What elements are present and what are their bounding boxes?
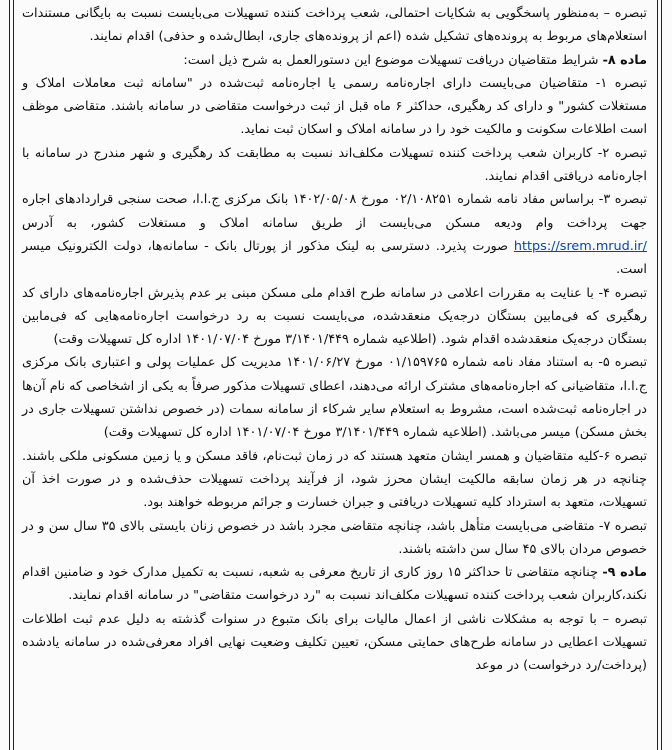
note-3 xyxy=(22,188,647,281)
article-number: ماده ۹- xyxy=(602,565,647,581)
note-2 xyxy=(22,142,647,189)
note-tax xyxy=(22,608,647,678)
note-1 xyxy=(22,72,647,142)
article-number: ماده ۸- xyxy=(602,52,647,68)
document-body xyxy=(22,2,647,678)
paragraph-archive-note xyxy=(22,2,647,49)
paragraph-text: تبصره ۲- کاربران شعب پرداخت کننده تسهیلات مکلف‌اند نسبت به مطابقت کد رهگیری و شهر مندرج در سامانه با اجاره‌نامه دریافتی اقدام نمایند. xyxy=(22,145,647,185)
note-5 xyxy=(22,351,647,444)
paragraph-text: تبصره ۵- به استناد مفاد نامه شماره ۰۱/۱۵۹۷۶۵ مورخ ۱۴۰۱/۰۶/۲۷ مدیریت کل عملیات پولی و اعتباری بانک مرکزی ج.ا.ا، متقاضیانی که اجاره‌نامه‌های مشترک ارائه می‌دهند، اعطای تسهیلات مذکور صرفاً به یکی از اشخاصی که نام آن‌ها در اجاره‌نامه ثبت‌شده است، مشروط به استعلام سایر شرکاء از سامانه سمات (در خصوص نداشتن تسهیلات جاری در بخش مسکن) میسر می‌باشد. (اطلاعیه شماره ۳/۱۴۰۱/۴۴۹ مورخ ۱۴۰۱/۰۷/۰۴ اداره کل تسهیلات وقت) xyxy=(22,355,647,441)
paragraph-text: تبصره – با توجه به مشکلات ناشی از اعمال مالیات برای بانک متبوع در سنوات گذشته به دلیل عدم ثبت اطلاعات تسهیلات اعطایی در سامانه طرح‌های حمایتی مسکن، تعیین تکلیف وضعیت نهایی افراد معرفی‌شده در سامانه یادشده (پرداخت/رد درخواست) در موعد xyxy=(22,611,647,674)
paragraph-text: تبصره – به‌منظور پاسخگویی به شکایات احتمالی، شعب پرداخت کننده تسهیلات می‌بایست نسبت به بایگانی مستندات استعلام‌های مربوط به پرونده‌های تشکیل شده (اعم از پرونده‌های جاری، ابطال‌شده و حذفی) اقدام نمایند. xyxy=(22,6,647,45)
paragraph-text: شرایط متقاضیان دریافت تسهیلات موضوع این دستورالعمل به شرح ذیل است: xyxy=(183,52,603,68)
paragraph-text: تبصره ۳- براساس مفاد نامه شماره ۰۲/۱۰۸۲۵۱ مورخ ۱۴۰۲/۰۵/۰۸ بانک مرکزی ج.ا.ا، صحت سنجی قراردادهای اجاره جهت پرداخت وام ودیعه مسکن می‌بایست از طریق سامانه املاک و مستغلات کشور، به آدرس xyxy=(22,192,648,231)
paragraph-text: تبصره ۱- متقاضیان می‌بایست دارای اجاره‌نامه رسمی یا اجاره‌نامه ثبت‌شده در "سامانه ثبت معاملات املاک و مستغلات کشور" و دارای کد رهگیری، حداکثر ۶ ماه قبل از ثبت درخواست متقاضی در سامانه باشند. متقاضی موظف است اطلاعات سکونت و مالکیت خود را در سامانه املاک و اسکان ثبت نماید. xyxy=(22,75,647,138)
paragraph-text: تبصره ۴- با عنایت به مقررات اعلامی در سامانه طرح اقدام ملی مسکن مبنی بر عدم پذیرش اجاره‌نامه‌های دارای کد رهگیری که فی‌مابین بستگان درجه‌یک منعقدشده، می‌بایست نسبت به رد درخواست اجاره‌نامه‌هایی که فی‌مابین بستگان درجه‌یک منعقدشده اقدام شود. (اطلاعیه شماره ۳/۱۴۰۱/۴۴۹ مورخ ۱۴۰۱/۰۷/۰۴ اداره کل تسهیلات وقت) xyxy=(22,285,648,348)
note-4 xyxy=(22,282,647,352)
paragraph-text: چنانچه متقاضی تا حداکثر ۱۵ روز کاری از تاریخ معرفی به شعبه، نسبت به تکمیل مدارک خود و ضامنین اقدام نکند،کاربران شعب پرداخت کننده تسهیلات مکلف‌اند نسبت به "رد درخواست متقاضی" در سامانه اقدام نمایند. xyxy=(22,565,647,604)
note-6 xyxy=(22,445,647,515)
paragraph-text: تبصره ۶-کلیه متقاضیان و همسر ایشان متعهد هستند که در زمان ثبت‌نام، فاقد مسکن و یا زمین مسکونی ملکی باشند. چنانچه در هر زمان سابقه مالکیت ایشان محرز شود، از فرآیند پرداخت تسهیلات حذف‌شده و در صورت اخذ آن تسهیلات، متعهد به استرداد کلیه تسهیلات دریافتی و جبران خسارت و جرائم مربوطه خواهند بود. xyxy=(22,448,648,511)
paragraph-text: تبصره ۷- متقاضی می‌بایست متأهل باشد، چنانچه متقاضی مجرد باشد در خصوص زنان بایستی بالای ۳۵ سال سن و در خصوص مردان بالای ۴۵ سال سن داشته باشند. xyxy=(22,518,647,557)
article-8-heading xyxy=(22,49,647,72)
article-9 xyxy=(22,561,647,608)
note-7 xyxy=(22,515,647,562)
paragraph-text: صورت پذیرد. دسترسی به لینک مذکور از پورتال بانک - سامانه‌ها، دولت الکترونیک میسر است. xyxy=(22,238,647,278)
srem-link[interactable]: https://srem.mrud.ir/ xyxy=(513,238,647,254)
